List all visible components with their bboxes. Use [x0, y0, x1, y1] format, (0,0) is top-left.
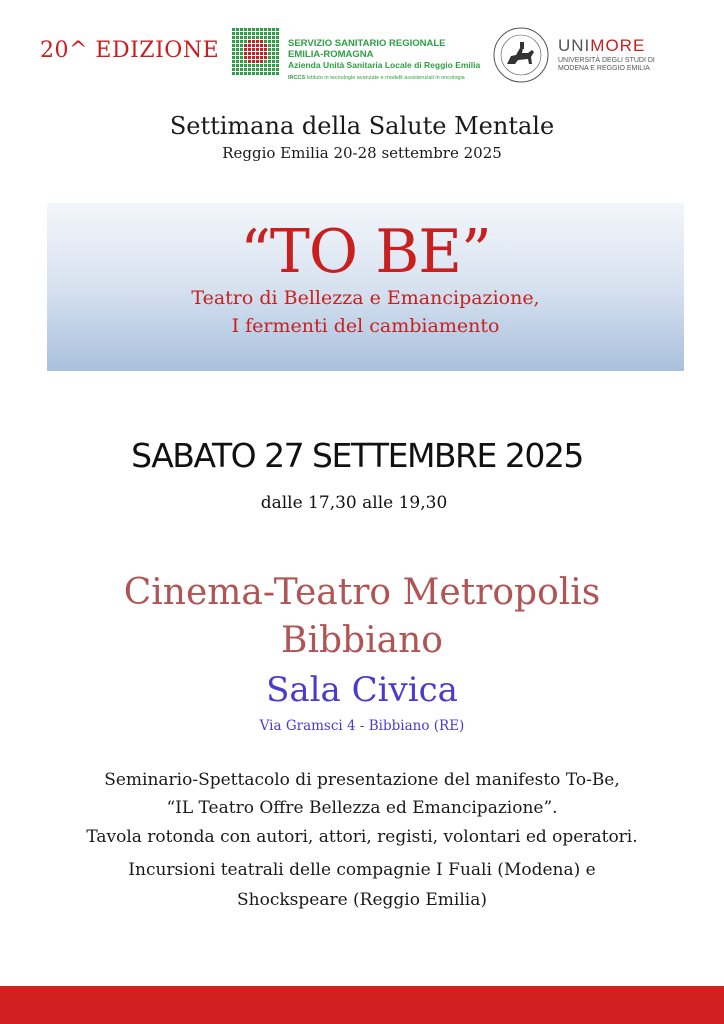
- logo-dot: [252, 48, 255, 51]
- venue-town: Bibbiano: [281, 620, 443, 661]
- logo-dot: [276, 72, 279, 75]
- footer-bar: [0, 986, 724, 1024]
- logo-dot: [272, 40, 275, 43]
- logo-dot: [272, 60, 275, 63]
- logo-dot: [256, 40, 259, 43]
- logo-dot: [256, 68, 259, 71]
- logo-dot: [264, 52, 267, 55]
- logo-dot: [264, 60, 267, 63]
- logo-dot: [272, 56, 275, 59]
- logo-dot: [236, 28, 239, 31]
- logo-dot: [260, 56, 263, 59]
- logo-dot: [260, 28, 263, 31]
- logo-dot: [272, 44, 275, 47]
- logo-dot: [240, 68, 243, 71]
- edition-label: 20^ EDIZIONE: [40, 38, 220, 63]
- logo-dot: [268, 40, 271, 43]
- logo-dot: [252, 44, 255, 47]
- logo-dot: [248, 28, 251, 31]
- logo-dot: [232, 44, 235, 47]
- logo-dot: [244, 32, 247, 35]
- logo-dot: [236, 32, 239, 35]
- logo-dot: [232, 28, 235, 31]
- logo-dot: [236, 36, 239, 39]
- logo-dot: [252, 36, 255, 39]
- ssr-line-4: [288, 73, 480, 84]
- logo-dot: [244, 68, 247, 71]
- ssr-irccs-desc: Istituto in tecnologie avanzate e modelli assistenziali in oncologia: [306, 75, 465, 81]
- logo-dot: [248, 64, 251, 67]
- logo-dot: [232, 48, 235, 51]
- logo-dot: [268, 48, 271, 51]
- logo-dot: [240, 40, 243, 43]
- logo-dot: [276, 60, 279, 63]
- ssr-line-1: SERVIZIO SANITARIO REGIONALE: [288, 38, 446, 49]
- logo-dot: [248, 48, 251, 51]
- logo-dot: [240, 72, 243, 75]
- logo-dot: [248, 52, 251, 55]
- logo-dot: [260, 72, 263, 75]
- logo-dot: [264, 56, 267, 59]
- logo-dot: [252, 40, 255, 43]
- description-line: Incursioni teatrali delle compagnie I Fuali (Modena) e: [128, 860, 596, 880]
- description-line: Tavola rotonda con autori, attori, registi, volontari ed operatori.: [86, 827, 638, 847]
- banner-subtitle-1: Teatro di Bellezza e Emancipazione,: [191, 287, 540, 309]
- logo-dot: [260, 44, 263, 47]
- logo-dot: [236, 56, 239, 59]
- logo-dot: [256, 64, 259, 67]
- logo-dot: [244, 44, 247, 47]
- logo-dot: [276, 28, 279, 31]
- dot-grid-icon: [232, 28, 280, 74]
- unimore-name: [558, 36, 645, 56]
- logo-dot: [252, 28, 255, 31]
- logo-dot: [268, 44, 271, 47]
- logo-dot: [276, 68, 279, 71]
- logo-dot: [248, 44, 251, 47]
- logo-dot: [248, 72, 251, 75]
- description-line: “IL Teatro Offre Bellezza ed Emancipazione”.: [166, 798, 558, 818]
- logo-dot: [256, 60, 259, 63]
- logo-dot: [272, 68, 275, 71]
- logo-dot: [240, 52, 243, 55]
- logo-dot: [260, 52, 263, 55]
- logo-dot: [240, 60, 243, 63]
- logo-dot: [244, 48, 247, 51]
- logo-dot: [272, 36, 275, 39]
- logo-dot: [236, 48, 239, 51]
- logo-dot: [264, 64, 267, 67]
- logo-dot: [236, 64, 239, 67]
- logo-dot: [256, 36, 259, 39]
- logo-dot: [252, 60, 255, 63]
- logo-dot: [240, 36, 243, 39]
- logo-dot: [244, 40, 247, 43]
- logo-dot: [240, 64, 243, 67]
- logo-dot: [236, 68, 239, 71]
- logo-dot: [272, 72, 275, 75]
- logo-dot: [276, 56, 279, 59]
- logo-dot: [260, 32, 263, 35]
- logo-dot: [248, 40, 251, 43]
- unimore-name-more: MORE: [590, 36, 646, 55]
- venue-hall: Sala Civica: [266, 670, 458, 710]
- logo-dot: [264, 48, 267, 51]
- logo-dot: [268, 36, 271, 39]
- logo-dot: [244, 60, 247, 63]
- logo-dot: [260, 36, 263, 39]
- event-date: SABATO 27 SETTEMBRE 2025: [131, 436, 583, 475]
- logo-dot: [256, 28, 259, 31]
- logo-dot: [268, 68, 271, 71]
- logo-dot: [264, 44, 267, 47]
- logo-dot: [252, 72, 255, 75]
- logo-dot: [268, 32, 271, 35]
- logo-dot: [232, 52, 235, 55]
- logo-dot: [236, 60, 239, 63]
- logo-dot: [232, 32, 235, 35]
- university-seal-icon: [492, 26, 550, 84]
- logo-dot: [248, 36, 251, 39]
- logo-dot: [268, 64, 271, 67]
- title-banner: [47, 203, 684, 371]
- logo-dot: [272, 64, 275, 67]
- logo-dot: [268, 56, 271, 59]
- logo-dot: [240, 28, 243, 31]
- event-title: Settimana della Salute Mentale: [169, 112, 555, 140]
- logo-dot: [232, 72, 235, 75]
- logo-dot: [264, 68, 267, 71]
- logo-dot: [244, 72, 247, 75]
- ssr-line-2: EMILIA-ROMAGNA: [288, 49, 374, 60]
- ssr-line-3: Azienda Unità Sanitaria Locale di Reggio Emilia: [288, 60, 481, 70]
- logo-dot: [276, 32, 279, 35]
- logo-dot: [276, 48, 279, 51]
- logo-dot: [260, 60, 263, 63]
- logo-dot: [232, 56, 235, 59]
- logo-dot: [232, 36, 235, 39]
- description-line: Shockspeare (Reggio Emilia): [237, 890, 487, 910]
- regional-health-service-logo: [232, 26, 481, 86]
- venue-address: Via Gramsci 4 - Bibbiano (RE): [259, 718, 465, 734]
- logo-dot: [264, 28, 267, 31]
- logo-dot: [236, 52, 239, 55]
- logo-dot: [252, 52, 255, 55]
- logo-dot: [272, 48, 275, 51]
- event-subtitle: Reggio Emilia 20-28 settembre 2025: [222, 144, 502, 162]
- logo-dot: [260, 40, 263, 43]
- unimore-subtitle: [558, 57, 655, 73]
- logo-dot: [256, 44, 259, 47]
- logo-dot: [256, 72, 259, 75]
- logo-dot: [244, 64, 247, 67]
- logo-dot: [268, 72, 271, 75]
- logo-dot: [244, 56, 247, 59]
- logo-dot: [268, 60, 271, 63]
- logo-dot: [244, 28, 247, 31]
- logo-dot: [260, 68, 263, 71]
- logo-dot: [232, 64, 235, 67]
- logo-dot: [236, 40, 239, 43]
- logo-dot: [256, 56, 259, 59]
- logo-dot: [256, 32, 259, 35]
- logo-dot: [252, 32, 255, 35]
- logo-dot: [240, 44, 243, 47]
- logo-dot: [248, 68, 251, 71]
- logo-dot: [252, 56, 255, 59]
- logo-dot: [252, 68, 255, 71]
- logo-dot: [272, 28, 275, 31]
- unimore-sub-2: MODENA E REGGIO EMILIA: [558, 65, 650, 72]
- logo-dot: [244, 36, 247, 39]
- logo-dot: [276, 40, 279, 43]
- logo-dot: [248, 32, 251, 35]
- logo-dot: [232, 68, 235, 71]
- logo-dot: [236, 72, 239, 75]
- logo-dot: [264, 36, 267, 39]
- logo-dot: [244, 52, 247, 55]
- logo-dot: [276, 64, 279, 67]
- ssr-irccs: IRCCS: [288, 75, 306, 81]
- logo-dot: [272, 52, 275, 55]
- logo-dot: [276, 44, 279, 47]
- venue-name: Cinema-Teatro Metropolis: [123, 572, 601, 613]
- logo-dot: [236, 44, 239, 47]
- description-line: Seminario-Spettacolo di presentazione del manifesto To-Be,: [104, 770, 620, 790]
- logo-dot: [248, 60, 251, 63]
- logo-dot: [240, 32, 243, 35]
- logo-dot: [272, 32, 275, 35]
- logo-dot: [268, 52, 271, 55]
- logo-dot: [260, 64, 263, 67]
- banner-subtitle-2: I fermenti del cambiamento: [231, 315, 500, 337]
- unimore-name-uni: UNI: [558, 36, 591, 55]
- banner-title: “TO BE”: [240, 217, 491, 287]
- logo-dot: [260, 48, 263, 51]
- logo-dot: [264, 40, 267, 43]
- logo-dot: [268, 28, 271, 31]
- logo-dot: [276, 36, 279, 39]
- logo-dot: [248, 56, 251, 59]
- event-time: dalle 17,30 alle 19,30: [260, 493, 448, 513]
- logo-dot: [232, 40, 235, 43]
- logo-dot: [276, 52, 279, 55]
- logo-dot: [240, 56, 243, 59]
- logo-dot: [252, 64, 255, 67]
- logo-dot: [256, 48, 259, 51]
- logo-dot: [240, 48, 243, 51]
- logo-dot: [232, 60, 235, 63]
- logo-dot: [264, 32, 267, 35]
- unimore-sub-1: UNIVERSITÀ DEGLI STUDI DI: [558, 57, 655, 64]
- logo-dot: [256, 52, 259, 55]
- logo-dot: [264, 72, 267, 75]
